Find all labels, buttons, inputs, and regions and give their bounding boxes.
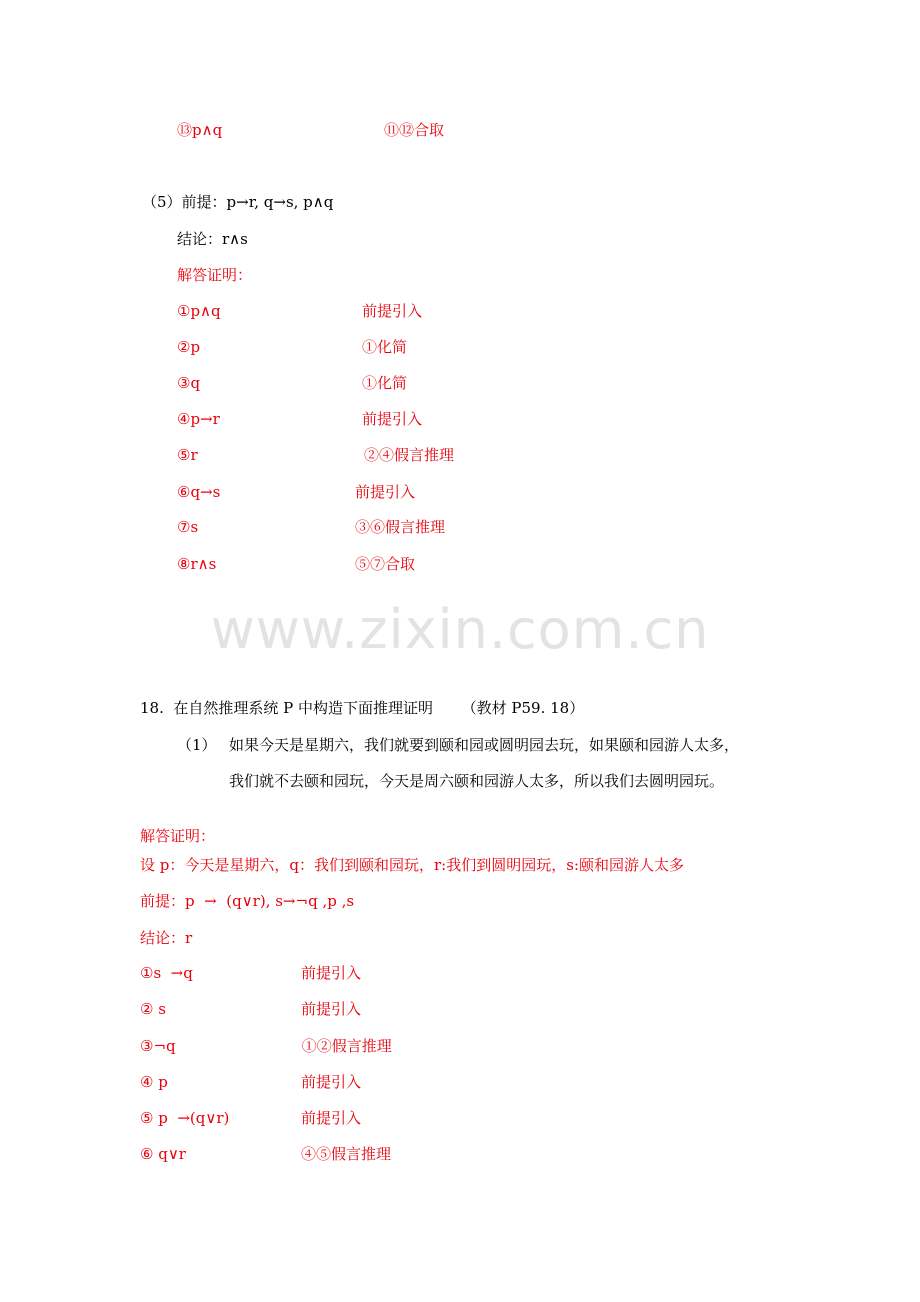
proof-reason: 前提引入 xyxy=(362,302,423,320)
problem18-sub-label: （1） xyxy=(177,736,217,754)
proof-reason: 前提引入 xyxy=(301,1073,362,1091)
proof-step: ⑧r∧s xyxy=(177,555,217,573)
watermark: www.zixin.com.cn xyxy=(210,598,710,661)
proof-step: ② s xyxy=(140,1000,166,1018)
proof-step: ⑤r xyxy=(177,446,198,464)
proof-reason: ②④假言推理 xyxy=(364,446,455,464)
proof-reason: ⑪⑫合取 xyxy=(384,121,445,139)
proof-reason: 前提引入 xyxy=(362,410,423,428)
proof-step: ⑥q→s xyxy=(177,483,221,501)
proof-step: ①s →q xyxy=(140,964,193,982)
problem18-premises: 前提：p → (q∨r), s→¬q ,p ,s xyxy=(140,892,355,910)
proof-step: ⑥ q∨r xyxy=(140,1145,186,1163)
proof-step: ④ p xyxy=(140,1073,168,1091)
proof-reason: 前提引入 xyxy=(301,1109,362,1127)
problem5-proof-heading: 解答证明： xyxy=(177,266,253,284)
proof-reason: ④⑤假言推理 xyxy=(301,1145,392,1163)
proof-reason: 前提引入 xyxy=(355,483,416,501)
problem5-conclusion: 结论：r∧s xyxy=(177,230,248,248)
problem18-text-line2: 我们就不去颐和园玩，今天是周六颐和园游人太多，所以我们去圆明园玩。 xyxy=(229,772,725,790)
proof-step: ②p xyxy=(177,338,201,356)
proof-reason: 前提引入 xyxy=(301,964,362,982)
proof-step: ③¬q xyxy=(140,1037,176,1055)
problem18-text-line1: 如果今天是星期六，我们就要到颐和园或圆明园去玩，如果颐和园游人太多， xyxy=(229,736,740,754)
problem18-proof-heading: 解答证明： xyxy=(140,827,216,845)
proof-step: ⑬p∧q xyxy=(177,121,223,139)
proof-step: ⑦s xyxy=(177,518,199,536)
proof-step: ①p∧q xyxy=(177,302,221,320)
proof-reason: ③⑥假言推理 xyxy=(355,518,446,536)
problem18-conclusion: 结论：r xyxy=(140,929,193,947)
problem5-premises: （5）前提：p→r, q→s, p∧q xyxy=(142,193,334,211)
proof-reason: ①化简 xyxy=(362,338,408,356)
proof-reason: ⑤⑦合取 xyxy=(355,555,416,573)
proof-reason: ①②假言推理 xyxy=(297,1037,392,1055)
proof-step: ③q xyxy=(177,374,201,392)
proof-reason: 前提引入 xyxy=(301,1000,362,1018)
proof-step: ④p→r xyxy=(177,410,220,428)
problem18-definitions: 设 p：今天是星期六，q：我们到颐和园玩，r:我们到圆明园玩，s:颐和园游人太多 xyxy=(140,856,684,874)
proof-reason: ①化简 xyxy=(362,374,408,392)
problem18-title: 18. 在自然推理系统 P 中构造下面推理证明 （教材 P59. 18） xyxy=(140,699,585,717)
proof-step: ⑤ p →(q∨r) xyxy=(140,1109,230,1127)
